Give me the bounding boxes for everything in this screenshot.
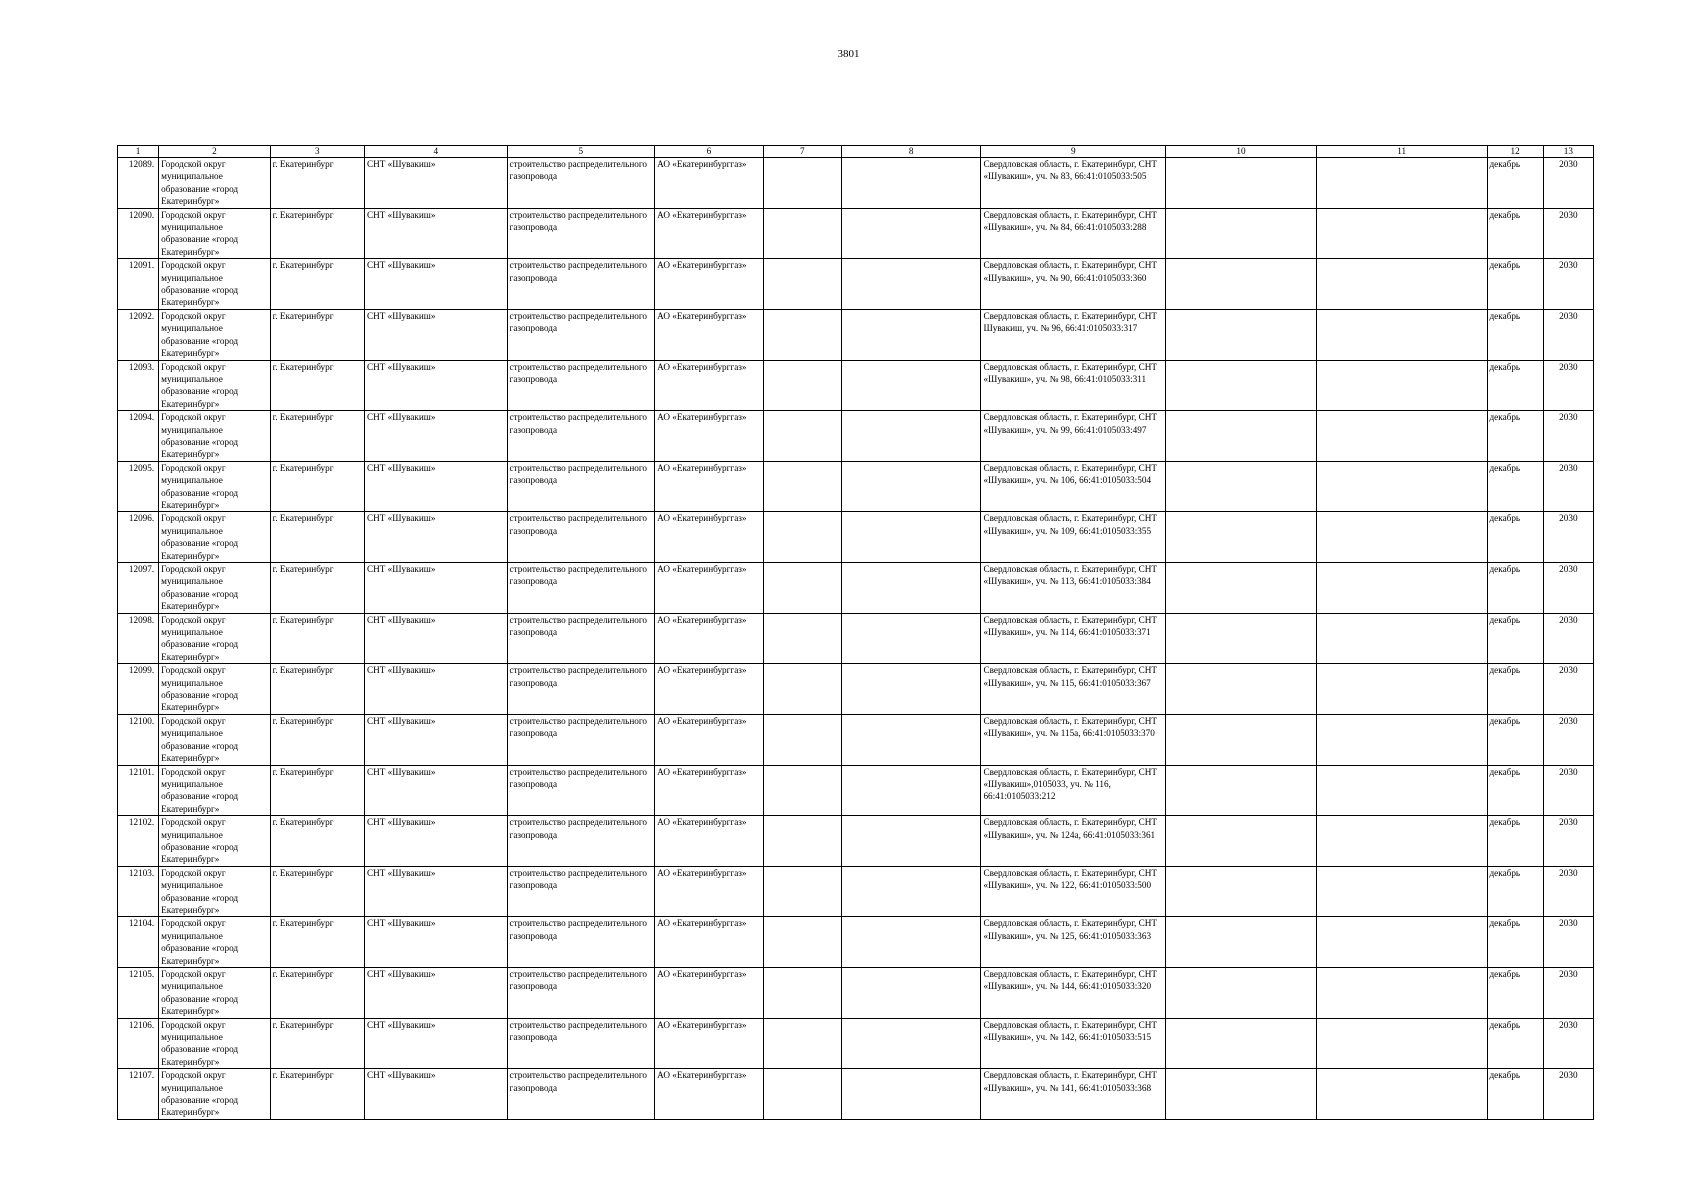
work-cell: строительство распределительного газопровода [507,714,655,765]
municipality-cell: Городской округ муниципальное образование «город Екатеринбург» [159,259,270,310]
work-cell: строительство распределительного газопровода [507,613,655,664]
column-11-cell [1316,664,1487,715]
column-header: 13 [1543,146,1593,158]
column-7-cell [763,613,841,664]
column-8-cell [841,917,981,968]
city-cell: г. Екатеринбург [270,208,364,259]
column-11-cell [1316,917,1487,968]
organization-cell: АО «Екатеринбурггаз» [655,968,763,1019]
year-cell: 2030 [1543,259,1593,310]
table-row [118,360,1594,411]
row-number: 12104. [118,917,159,968]
month-cell: декабрь [1487,461,1543,512]
settlement-cell: СНТ «Шувакиш» [364,158,507,209]
column-8-cell [841,968,981,1019]
municipality-cell: Городской округ муниципальное образование «город Екатеринбург» [159,765,270,816]
municipality-cell: Городской округ муниципальное образование «город Екатеринбург» [159,158,270,209]
address-cell: Свердловская область, г. Екатеринбург, СНТ «Шувакиш», уч. № 106, 66:41:0105033:504 [981,461,1166,512]
column-8-cell [841,1018,981,1069]
organization-cell: АО «Екатеринбурггаз» [655,765,763,816]
column-header: 11 [1316,146,1487,158]
city-cell: г. Екатеринбург [270,917,364,968]
year-cell: 2030 [1543,1018,1593,1069]
settlement-cell: СНТ «Шувакиш» [364,714,507,765]
column-8-cell [841,866,981,917]
table-header [118,146,1594,158]
column-10-cell [1166,208,1317,259]
settlement-cell: СНТ «Шувакиш» [364,309,507,360]
month-cell: декабрь [1487,816,1543,867]
column-11-cell [1316,968,1487,1019]
city-cell: г. Екатеринбург [270,714,364,765]
column-7-cell [763,563,841,614]
column-8-cell [841,765,981,816]
column-11-cell [1316,765,1487,816]
table-row [118,1018,1594,1069]
settlement-cell: СНТ «Шувакиш» [364,613,507,664]
settlement-cell: СНТ «Шувакиш» [364,259,507,310]
city-cell: г. Екатеринбург [270,259,364,310]
column-7-cell [763,765,841,816]
address-cell: Свердловская область, г. Екатеринбург, СНТ «Шувакиш», уч. № 144, 66:41:0105033:320 [981,968,1166,1019]
settlement-cell: СНТ «Шувакиш» [364,411,507,462]
column-11-cell [1316,1069,1487,1120]
table-row [118,461,1594,512]
column-10-cell [1166,664,1317,715]
table-row [118,158,1594,209]
column-10-cell [1166,917,1317,968]
column-11-cell [1316,360,1487,411]
work-cell: строительство распределительного газопровода [507,309,655,360]
column-8-cell [841,816,981,867]
column-10-cell [1166,1069,1317,1120]
column-8-cell [841,360,981,411]
table-row [118,309,1594,360]
table-row [118,259,1594,310]
address-cell: Свердловская область, г. Екатеринбург, СНТ «Шувакиш», уч. № 109, 66:41:0105033:355 [981,512,1166,563]
municipality-cell: Городской округ муниципальное образование «город Екатеринбург» [159,1018,270,1069]
municipality-cell: Городской округ муниципальное образование «город Екатеринбург» [159,968,270,1019]
column-8-cell [841,461,981,512]
column-7-cell [763,360,841,411]
table-row [118,563,1594,614]
city-cell: г. Екатеринбург [270,461,364,512]
year-cell: 2030 [1543,866,1593,917]
row-number: 12097. [118,563,159,614]
address-cell: Свердловская область, г. Екатеринбург, СНТ «Шувакиш», уч. № 141, 66:41:0105033:368 [981,1069,1166,1120]
city-cell: г. Екатеринбург [270,360,364,411]
month-cell: декабрь [1487,765,1543,816]
month-cell: декабрь [1487,866,1543,917]
organization-cell: АО «Екатеринбурггаз» [655,866,763,917]
work-cell: строительство распределительного газопровода [507,512,655,563]
column-7-cell [763,1069,841,1120]
table-body [118,158,1594,1120]
column-7-cell [763,158,841,209]
work-cell: строительство распределительного газопровода [507,816,655,867]
address-cell: Свердловская область, г. Екатеринбург, СНТ «Шувакиш», уч. № 115а, 66:41:0105033:370 [981,714,1166,765]
municipality-cell: Городской округ муниципальное образование «город Екатеринбург» [159,816,270,867]
column-7-cell [763,461,841,512]
municipality-cell: Городской округ муниципальное образование «город Екатеринбург» [159,411,270,462]
address-cell: Свердловская область, г. Екатеринбург, СНТ «Шувакиш», уч. № 142, 66:41:0105033:515 [981,1018,1166,1069]
municipality-cell: Городской округ муниципальное образование «город Екатеринбург» [159,917,270,968]
month-cell: декабрь [1487,1018,1543,1069]
row-number: 12105. [118,968,159,1019]
row-number: 12094. [118,411,159,462]
column-8-cell [841,613,981,664]
municipality-cell: Городской округ муниципальное образование «город Екатеринбург» [159,1069,270,1120]
column-7-cell [763,866,841,917]
column-11-cell [1316,563,1487,614]
settlement-cell: СНТ «Шувакиш» [364,968,507,1019]
month-cell: декабрь [1487,664,1543,715]
city-cell: г. Екатеринбург [270,411,364,462]
year-cell: 2030 [1543,309,1593,360]
work-cell: строительство распределительного газопровода [507,765,655,816]
municipality-cell: Городской округ муниципальное образование «город Екатеринбург» [159,714,270,765]
table-row [118,512,1594,563]
address-cell: Свердловская область, г. Екатеринбург, СНТ «Шувакиш», уч. № 113, 66:41:0105033:384 [981,563,1166,614]
year-cell: 2030 [1543,208,1593,259]
work-cell: строительство распределительного газопровода [507,259,655,310]
table-row [118,816,1594,867]
column-7-cell [763,259,841,310]
row-number: 12098. [118,613,159,664]
settlement-cell: СНТ «Шувакиш» [364,664,507,715]
city-cell: г. Екатеринбург [270,816,364,867]
table-row [118,917,1594,968]
column-header: 2 [159,146,270,158]
city-cell: г. Екатеринбург [270,512,364,563]
column-7-cell [763,208,841,259]
page-number: 3801 [837,48,860,60]
work-cell: строительство распределительного газопровода [507,866,655,917]
column-header: 7 [763,146,841,158]
column-7-cell [763,411,841,462]
year-cell: 2030 [1543,158,1593,209]
column-7-cell [763,1018,841,1069]
column-11-cell [1316,1018,1487,1069]
address-cell: Свердловская область, г. Екатеринбург, СНТ «Шувакиш»,0105033, уч. № 116, 66:41:0105033:212 [981,765,1166,816]
organization-cell: АО «Екатеринбурггаз» [655,917,763,968]
year-cell: 2030 [1543,613,1593,664]
year-cell: 2030 [1543,411,1593,462]
column-10-cell [1166,816,1317,867]
table-row [118,866,1594,917]
month-cell: декабрь [1487,259,1543,310]
row-number: 12106. [118,1018,159,1069]
table-row [118,968,1594,1019]
column-10-cell [1166,563,1317,614]
year-cell: 2030 [1543,917,1593,968]
address-cell: Свердловская область, г. Екатеринбург, СНТ «Шувакиш», уч. № 124а, 66:41:0105033:361 [981,816,1166,867]
header-row [118,146,1594,158]
column-10-cell [1166,259,1317,310]
column-8-cell [841,1069,981,1120]
city-cell: г. Екатеринбург [270,968,364,1019]
municipality-cell: Городской округ муниципальное образование «город Екатеринбург» [159,664,270,715]
municipality-cell: Городской округ муниципальное образование «город Екатеринбург» [159,461,270,512]
column-11-cell [1316,259,1487,310]
table-row [118,208,1594,259]
column-header: 10 [1166,146,1317,158]
column-10-cell [1166,360,1317,411]
city-cell: г. Екатеринбург [270,1069,364,1120]
register-table [117,145,1594,1120]
row-number: 12090. [118,208,159,259]
column-11-cell [1316,411,1487,462]
month-cell: декабрь [1487,512,1543,563]
row-number: 12103. [118,866,159,917]
work-cell: строительство распределительного газопровода [507,208,655,259]
column-8-cell [841,563,981,614]
city-cell: г. Екатеринбург [270,563,364,614]
table-row [118,664,1594,715]
work-cell: строительство распределительного газопровода [507,1069,655,1120]
organization-cell: АО «Екатеринбурггаз» [655,613,763,664]
table-row [118,613,1594,664]
column-10-cell [1166,613,1317,664]
organization-cell: АО «Екатеринбурггаз» [655,309,763,360]
column-10-cell [1166,968,1317,1019]
row-number: 12101. [118,765,159,816]
work-cell: строительство распределительного газопровода [507,1018,655,1069]
organization-cell: АО «Екатеринбурггаз» [655,512,763,563]
column-8-cell [841,714,981,765]
settlement-cell: СНТ «Шувакиш» [364,1069,507,1120]
column-10-cell [1166,714,1317,765]
column-header: 8 [841,146,981,158]
address-cell: Свердловская область, г. Екатеринбург, СНТ «Шувакиш», уч. № 84, 66:41:0105033:288 [981,208,1166,259]
municipality-cell: Городской округ муниципальное образование «город Екатеринбург» [159,563,270,614]
column-7-cell [763,714,841,765]
settlement-cell: СНТ «Шувакиш» [364,1018,507,1069]
column-8-cell [841,259,981,310]
month-cell: декабрь [1487,309,1543,360]
work-cell: строительство распределительного газопровода [507,360,655,411]
table-row [118,765,1594,816]
address-cell: Свердловская область, г. Екатеринбург, СНТ «Шувакиш», уч. № 99, 66:41:0105033:497 [981,411,1166,462]
table-row [118,1069,1594,1120]
organization-cell: АО «Екатеринбурггаз» [655,360,763,411]
column-7-cell [763,816,841,867]
address-cell: Свердловская область, г. Екатеринбург, СНТ «Шувакиш», уч. № 114, 66:41:0105033:371 [981,613,1166,664]
column-10-cell [1166,765,1317,816]
column-11-cell [1316,613,1487,664]
year-cell: 2030 [1543,816,1593,867]
work-cell: строительство распределительного газопровода [507,158,655,209]
column-8-cell [841,664,981,715]
municipality-cell: Городской округ муниципальное образование «город Екатеринбург» [159,512,270,563]
column-8-cell [841,512,981,563]
column-10-cell [1166,1018,1317,1069]
column-8-cell [841,309,981,360]
column-11-cell [1316,208,1487,259]
column-10-cell [1166,512,1317,563]
work-cell: строительство распределительного газопровода [507,917,655,968]
settlement-cell: СНТ «Шувакиш» [364,765,507,816]
column-11-cell [1316,816,1487,867]
column-7-cell [763,512,841,563]
organization-cell: АО «Екатеринбурггаз» [655,259,763,310]
month-cell: декабрь [1487,360,1543,411]
organization-cell: АО «Екатеринбурггаз» [655,411,763,462]
year-cell: 2030 [1543,1069,1593,1120]
column-10-cell [1166,309,1317,360]
row-number: 12107. [118,1069,159,1120]
column-8-cell [841,158,981,209]
work-cell: строительство распределительного газопровода [507,563,655,614]
organization-cell: АО «Екатеринбурггаз» [655,461,763,512]
settlement-cell: СНТ «Шувакиш» [364,512,507,563]
column-11-cell [1316,309,1487,360]
city-cell: г. Екатеринбург [270,613,364,664]
address-cell: Свердловская область, г. Екатеринбург, СНТ «Шувакиш», уч. № 115, 66:41:0105033:367 [981,664,1166,715]
year-cell: 2030 [1543,765,1593,816]
column-header: 5 [507,146,655,158]
row-number: 12093. [118,360,159,411]
municipality-cell: Городской округ муниципальное образование «город Екатеринбург» [159,309,270,360]
city-cell: г. Екатеринбург [270,309,364,360]
month-cell: декабрь [1487,563,1543,614]
column-8-cell [841,411,981,462]
settlement-cell: СНТ «Шувакиш» [364,917,507,968]
organization-cell: АО «Екатеринбурггаз» [655,1069,763,1120]
organization-cell: АО «Екатеринбурггаз» [655,816,763,867]
municipality-cell: Городской округ муниципальное образование «город Екатеринбург» [159,208,270,259]
organization-cell: АО «Екатеринбурггаз» [655,664,763,715]
settlement-cell: СНТ «Шувакиш» [364,816,507,867]
column-7-cell [763,664,841,715]
address-cell: Свердловская область, г. Екатеринбург, СНТ «Шувакиш», уч. № 83, 66:41:0105033:505 [981,158,1166,209]
column-10-cell [1166,866,1317,917]
city-cell: г. Екатеринбург [270,1018,364,1069]
row-number: 12102. [118,816,159,867]
work-cell: строительство распределительного газопровода [507,968,655,1019]
column-header: 12 [1487,146,1543,158]
organization-cell: АО «Екатеринбурггаз» [655,1018,763,1069]
month-cell: декабрь [1487,714,1543,765]
year-cell: 2030 [1543,360,1593,411]
row-number: 12089. [118,158,159,209]
address-cell: Свердловская область, г. Екатеринбург, СНТ «Шувакиш», уч. № 98, 66:41:0105033:311 [981,360,1166,411]
table-row [118,411,1594,462]
column-10-cell [1166,411,1317,462]
column-11-cell [1316,866,1487,917]
city-cell: г. Екатеринбург [270,765,364,816]
work-cell: строительство распределительного газопровода [507,664,655,715]
column-11-cell [1316,714,1487,765]
month-cell: декабрь [1487,917,1543,968]
year-cell: 2030 [1543,714,1593,765]
column-header: 9 [981,146,1166,158]
address-cell: Свердловская область, г. Екатеринбург, СНТ «Шувакиш», уч. № 122, 66:41:0105033:500 [981,866,1166,917]
row-number: 12096. [118,512,159,563]
settlement-cell: СНТ «Шувакиш» [364,360,507,411]
city-cell: г. Екатеринбург [270,158,364,209]
column-7-cell [763,917,841,968]
organization-cell: АО «Екатеринбурггаз» [655,208,763,259]
address-cell: Свердловская область, г. Екатеринбург, СНТ Шувакиш, уч. № 96, 66:41:0105033:317 [981,309,1166,360]
settlement-cell: СНТ «Шувакиш» [364,866,507,917]
year-cell: 2030 [1543,664,1593,715]
row-number: 12092. [118,309,159,360]
row-number: 12099. [118,664,159,715]
column-header: 4 [364,146,507,158]
column-header: 1 [118,146,159,158]
municipality-cell: Городской округ муниципальное образование «город Екатеринбург» [159,360,270,411]
row-number: 12100. [118,714,159,765]
address-cell: Свердловская область, г. Екатеринбург, СНТ «Шувакиш», уч. № 125, 66:41:0105033:363 [981,917,1166,968]
column-11-cell [1316,512,1487,563]
organization-cell: АО «Екатеринбурггаз» [655,158,763,209]
column-11-cell [1316,158,1487,209]
address-cell: Свердловская область, г. Екатеринбург, СНТ «Шувакиш», уч. № 90, 66:41:0105033:360 [981,259,1166,310]
city-cell: г. Екатеринбург [270,664,364,715]
year-cell: 2030 [1543,968,1593,1019]
work-cell: строительство распределительного газопровода [507,461,655,512]
settlement-cell: СНТ «Шувакиш» [364,208,507,259]
month-cell: декабрь [1487,411,1543,462]
month-cell: декабрь [1487,158,1543,209]
year-cell: 2030 [1543,461,1593,512]
column-10-cell [1166,461,1317,512]
column-10-cell [1166,158,1317,209]
year-cell: 2030 [1543,512,1593,563]
column-header: 3 [270,146,364,158]
work-cell: строительство распределительного газопровода [507,411,655,462]
column-8-cell [841,208,981,259]
municipality-cell: Городской округ муниципальное образование «город Екатеринбург» [159,866,270,917]
month-cell: декабрь [1487,613,1543,664]
city-cell: г. Екатеринбург [270,866,364,917]
table-row [118,714,1594,765]
column-7-cell [763,309,841,360]
month-cell: декабрь [1487,208,1543,259]
municipality-cell: Городской округ муниципальное образование «город Екатеринбург» [159,613,270,664]
column-11-cell [1316,461,1487,512]
column-7-cell [763,968,841,1019]
organization-cell: АО «Екатеринбурггаз» [655,563,763,614]
settlement-cell: СНТ «Шувакиш» [364,563,507,614]
year-cell: 2030 [1543,563,1593,614]
month-cell: декабрь [1487,968,1543,1019]
organization-cell: АО «Екатеринбурггаз» [655,714,763,765]
month-cell: декабрь [1487,1069,1543,1120]
column-header: 6 [655,146,763,158]
settlement-cell: СНТ «Шувакиш» [364,461,507,512]
row-number: 12091. [118,259,159,310]
row-number: 12095. [118,461,159,512]
